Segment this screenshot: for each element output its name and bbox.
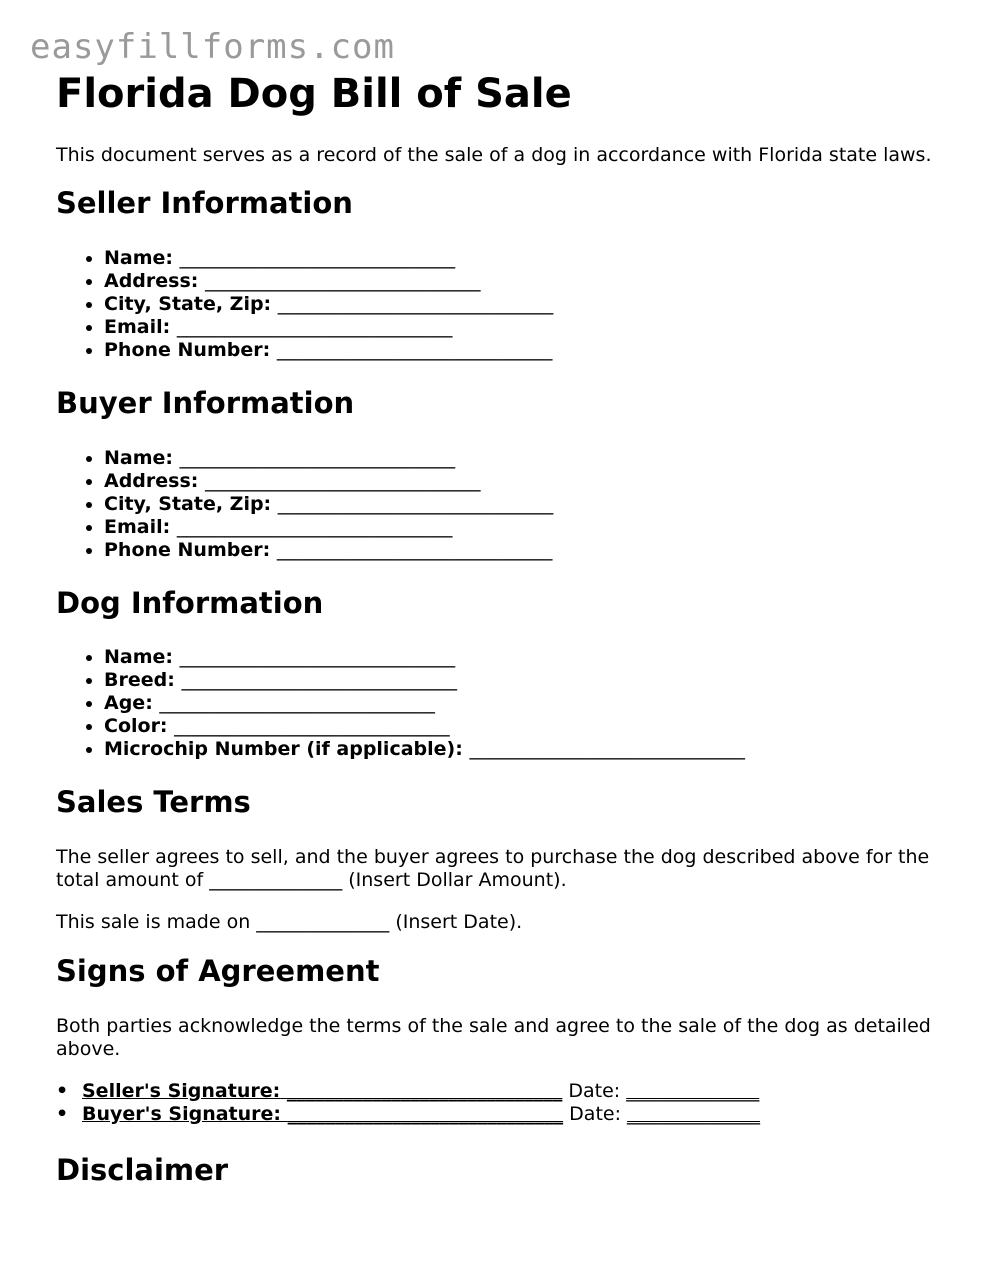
signature-list: [56, 1080, 936, 1126]
date-paragraph: This sale is made on ______________ (Insert Date).: [56, 911, 523, 934]
seller-field[interactable]: • Email: _____________________________: [104, 316, 936, 339]
dog-field[interactable]: • Breed: _____________________________: [104, 669, 936, 692]
buyer-field[interactable]: • Name: _____________________________: [104, 447, 936, 470]
page-title: Florida Dog Bill of Sale: [56, 71, 572, 117]
agreement-heading: Signs of Agreement: [56, 954, 380, 989]
buyer-signature-line[interactable]: • Buyer's Signature: _____________________________ Date: ______________: [82, 1103, 936, 1126]
intro-paragraph: This document serves as a record of the sale of a dog in accordance with Florida state laws.: [56, 144, 932, 166]
buyer-field[interactable]: • City, State, Zip: _____________________________: [104, 493, 936, 516]
buyer-field[interactable]: • Address: _____________________________: [104, 470, 936, 493]
seller-field[interactable]: • Phone Number: _____________________________: [104, 339, 936, 362]
dog-heading: Dog Information: [56, 585, 324, 620]
disclaimer-heading: Disclaimer: [56, 1152, 229, 1187]
buyer-field[interactable]: • Phone Number: _____________________________: [104, 539, 936, 562]
buyer-heading: Buyer Information: [56, 385, 355, 420]
seller-field[interactable]: • Name: _____________________________: [104, 247, 936, 270]
seller-signature-line[interactable]: • Seller's Signature: _____________________________ Date: ______________: [82, 1080, 936, 1103]
dog-fields: [56, 646, 936, 761]
amount-paragraph: The seller agrees to sell, and the buyer agrees to purchase the dog described above for the total amount of ______________ (Insert Dollar Amount).: [56, 846, 930, 892]
watermark: easyfillforms.com: [30, 27, 395, 67]
buyer-fields: [56, 447, 936, 562]
seller-fields: [56, 247, 936, 362]
agreement-paragraph: Both parties acknowledge the terms of the sale and agree to the sale of the dog as detailed above.: [56, 1014, 931, 1060]
seller-field[interactable]: • City, State, Zip: _____________________________: [104, 293, 936, 316]
buyer-field[interactable]: • Email: _____________________________: [104, 516, 936, 539]
seller-heading: Seller Information: [56, 186, 353, 220]
dog-field[interactable]: • Color: _____________________________: [104, 715, 936, 738]
sale-date-blank[interactable]: ______________: [256, 911, 390, 934]
dog-field[interactable]: • Microchip Number (if applicable): _____________________________: [104, 738, 936, 761]
amount-blank[interactable]: ______________: [209, 869, 343, 892]
seller-field[interactable]: • Address: _____________________________: [104, 270, 936, 293]
dog-field[interactable]: • Age: _____________________________: [104, 692, 936, 715]
dog-field[interactable]: • Name: _____________________________: [104, 646, 936, 669]
terms-heading: Sales Terms: [56, 785, 251, 820]
document-body: [56, 70, 936, 1214]
